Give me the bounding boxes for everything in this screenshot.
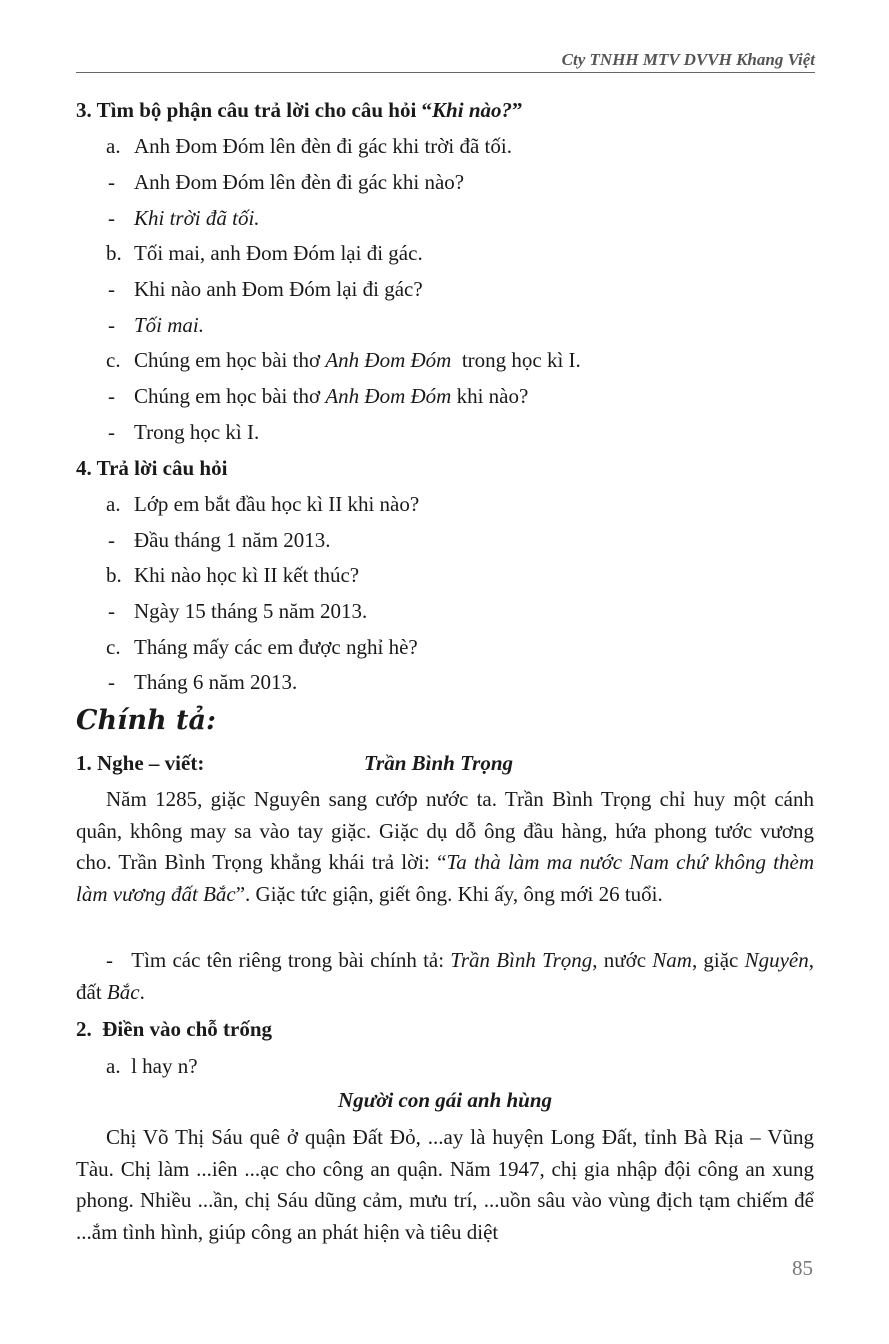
q4-b-answer: Ngày 15 tháng 5 năm 2013. xyxy=(134,599,368,623)
dash: - xyxy=(108,170,115,194)
q3-a-label: a. xyxy=(106,134,121,158)
dictation-passage: Năm 1285, giặc Nguyên sang cướp nước ta. Trần Bình Trọng chỉ huy một cánh quân, không may sa vào tay giặc. Giặc dụ dỗ ông đầu hàng, hứa phong tước vương cho. Trần Bình Trọng khẳng khái trả lời: “Ta thà làm ma nước Nam chứ không thèm làm vương đất Bắc”. Giặc tức giận, giết ông. Khi ấy, ông mới 26 tuổi. xyxy=(76,787,814,906)
q4-c-question: Tháng mấy các em được nghỉ hè? xyxy=(134,635,418,659)
q3-a-question: Anh Đom Đóm lên đèn đi gác khi nào? xyxy=(134,170,465,194)
page-number: 85 xyxy=(792,1256,813,1280)
q4-title: 4. Trả lời câu hỏi xyxy=(76,456,228,480)
q3-b-text: Tối mai, anh Đom Đóm lại đi gác. xyxy=(134,241,423,265)
q4-b-label: b. xyxy=(106,563,122,587)
running-header: Cty TNHH MTV DVVH Khang Việt xyxy=(561,50,815,69)
q3-b-question: Khi nào anh Đom Đóm lại đi gác? xyxy=(134,277,423,301)
q3-a-text: Anh Đom Đóm lên đèn đi gác khi trời đã tối. xyxy=(134,134,512,158)
q3-c-question: Chúng em học bài thơ Anh Đom Đóm khi nào? xyxy=(134,384,529,408)
q4-a-answer: Đầu tháng 1 năm 2013. xyxy=(134,528,331,552)
q3-c-text: Chúng em học bài thơ Anh Đom Đóm trong học kì I. xyxy=(134,348,581,372)
dash: - xyxy=(108,528,115,552)
q3-b-label: b. xyxy=(106,241,122,265)
proper-names-exercise: - Tìm các tên riêng trong bài chính tả: Trần Bình Trọng, nước Nam, giặc Nguyên, đất Bắc. xyxy=(76,948,814,1004)
q4-c-answer: Tháng 6 năm 2013. xyxy=(134,670,298,694)
story-passage: Chị Võ Thị Sáu quê ở quận Đất Đỏ, ...ay là huyện Long Đất, tỉnh Bà Rịa – Vũng Tàu. Chị làm ...iên ...ạc cho công an quận. Năm 1947, chị gia nhập đội công an xung phong. Nhiều ...ần, chị Sáu dũng cảm, mưu trí, ...uồn sâu vào vùng địch tạm chiếm để ...ắm tình hình, giúp công an phát hiện và tiêu diệt xyxy=(76,1125,814,1244)
dictation-label: 1. Nghe – viết: xyxy=(76,751,205,775)
q3-c-answer: Trong học kì I. xyxy=(134,420,260,444)
section-heading-chinh-ta: Chính tả: xyxy=(76,705,216,736)
q3-a-answer: Khi trời đã tối. xyxy=(134,206,260,230)
q3-c-label: c. xyxy=(106,348,121,372)
dash: - xyxy=(108,206,115,230)
q4-c-label: c. xyxy=(106,635,121,659)
q4-a-question: Lớp em bắt đầu học kì II khi nào? xyxy=(134,492,420,516)
dash: - xyxy=(108,313,115,337)
dash: - xyxy=(108,420,115,444)
dash: - xyxy=(108,384,115,408)
fill-blank-a: a. l hay n? xyxy=(106,1054,198,1078)
dictation-title: Trần Bình Trọng xyxy=(364,751,513,775)
dash: - xyxy=(108,670,115,694)
q4-a-label: a. xyxy=(106,492,121,516)
dash: - xyxy=(108,277,115,301)
q4-b-question: Khi nào học kì II kết thúc? xyxy=(134,563,360,587)
q3-b-answer: Tối mai. xyxy=(134,313,205,337)
fill-blank-label: 2. Điền vào chỗ trống xyxy=(76,1017,272,1041)
story-title: Người con gái anh hùng xyxy=(337,1088,553,1112)
dash: - xyxy=(108,599,115,623)
q3-title: 3. Tìm bộ phận câu trả lời cho câu hỏi “Khi nào?” xyxy=(76,98,523,122)
header-rule xyxy=(76,72,815,73)
